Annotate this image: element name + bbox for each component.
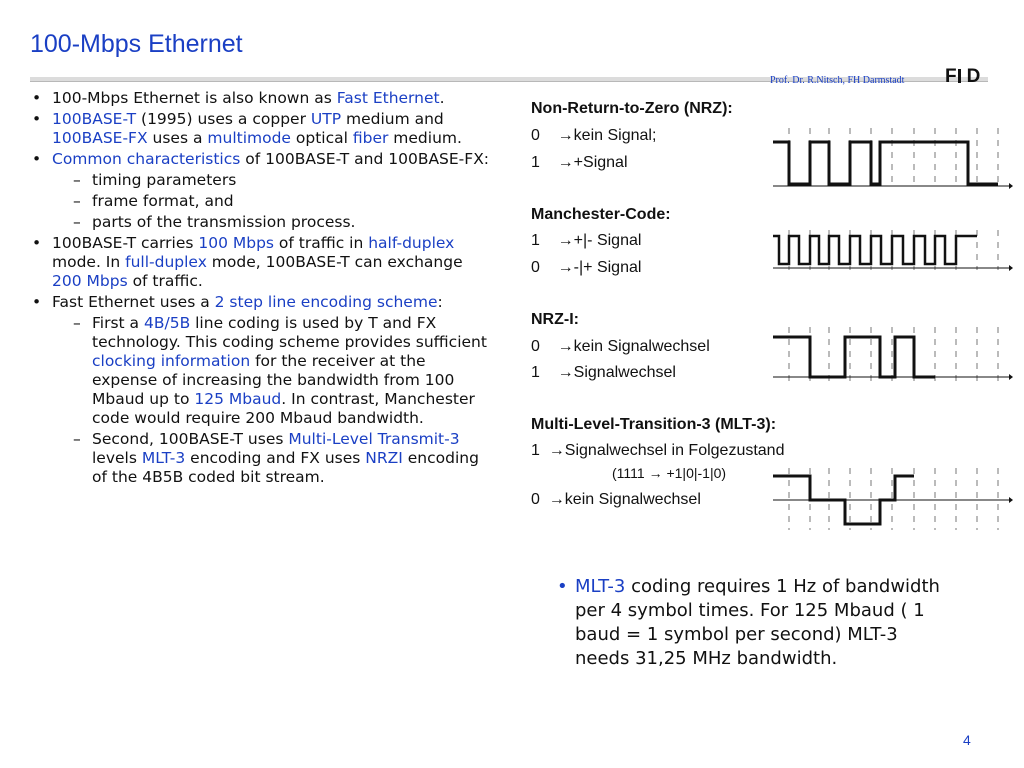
mlt3-waveform xyxy=(765,468,1015,532)
nrzi-line-1: 1 →Signalwechsel xyxy=(531,364,676,381)
nrzi-line-0: 0 →kein Signalwechsel xyxy=(531,338,710,355)
sub-bullet-mlt3: – Second, 100BASE-T uses Multi-Level Transmit-3 levels MLT-3 encoding and FX uses NRZI encoding of the 4B5B coded bit stream. xyxy=(73,430,479,486)
sub-bullet: – timing parameters xyxy=(73,171,237,189)
nrzi-waveform xyxy=(765,327,1015,385)
sub-bullet: – parts of the transmission process. xyxy=(73,213,356,231)
bullet-5: • Fast Ethernet uses a 2 step line encoding scheme: xyxy=(32,293,443,311)
bullet-1: • 100-Mbps Ethernet is also known as Fast Ethernet. xyxy=(32,89,445,107)
manchester-waveform xyxy=(765,230,1015,274)
author-label: Prof. Dr. R.Nitsch, FH Darmstadt xyxy=(770,75,905,86)
institution-logo: F D xyxy=(945,66,980,87)
manchester-line-0: 0 →-|+ Signal xyxy=(531,259,642,276)
nrz-waveform xyxy=(765,128,1015,192)
nrzi-title: NRZ-I: xyxy=(531,311,579,328)
nrz-line-1: 1 →+Signal xyxy=(531,154,628,171)
bullet-dot: • xyxy=(557,576,568,597)
manchester-line-1: 1 →+|- Signal xyxy=(531,232,642,249)
page-number: 4 xyxy=(963,732,971,748)
left-column xyxy=(30,89,495,489)
mlt3-bandwidth-note: • MLT-3 coding requires 1 Hz of bandwidth per 4 symbol times. For 125 Mbaud ( 1 baud = 1 symbol per second) MLT-3 needs 31,25 MHz bandwidth. xyxy=(557,576,940,669)
mlt3-title: Multi-Level-Transition-3 (MLT-3): xyxy=(531,416,777,433)
bullet-3: • Common characteristics of 100BASE-T and 100BASE-FX: xyxy=(32,150,490,168)
bullet-dot: • xyxy=(32,89,42,107)
sub-bullet: – frame format, and xyxy=(73,192,234,210)
mlt3-line-1: 1 →Signalwechsel in Folgezustand xyxy=(531,442,785,459)
nrz-line-0: 0 →kein Signal; xyxy=(531,127,657,144)
mlt3-line-0: 0 →kein Signalwechsel xyxy=(531,491,701,508)
page-title: 100-Mbps Ethernet xyxy=(30,30,243,58)
bullet-2: • 100BASE-T (1995) uses a copper UTP medium and 100BASE-FX uses a multimode optical fiber medium. xyxy=(32,110,462,147)
nrz-title: Non-Return-to-Zero (NRZ): xyxy=(531,100,733,117)
manchester-title: Manchester-Code: xyxy=(531,206,671,223)
bullet-4: • 100BASE-T carries 100 Mbps of traffic in half-duplex mode. In full-duplex mode, 100BASE-T can exchange 200 Mbps of traffic. xyxy=(32,234,463,290)
sub-bullet-4b5b: – First a 4B/5B line coding is used by T and FX technology. This coding scheme provides sufficient clocking information for the receiver at the expense of increasing the bandwidth from 100 Mbaud up to 125 Mbaud. In contrast, Manchester code would require 200 Mbaud bandwidth. xyxy=(73,314,487,427)
term-fast-ethernet: Fast Ethernet xyxy=(336,89,440,107)
mlt3-example: (1111 → +1|0|-1|0) xyxy=(612,465,727,481)
